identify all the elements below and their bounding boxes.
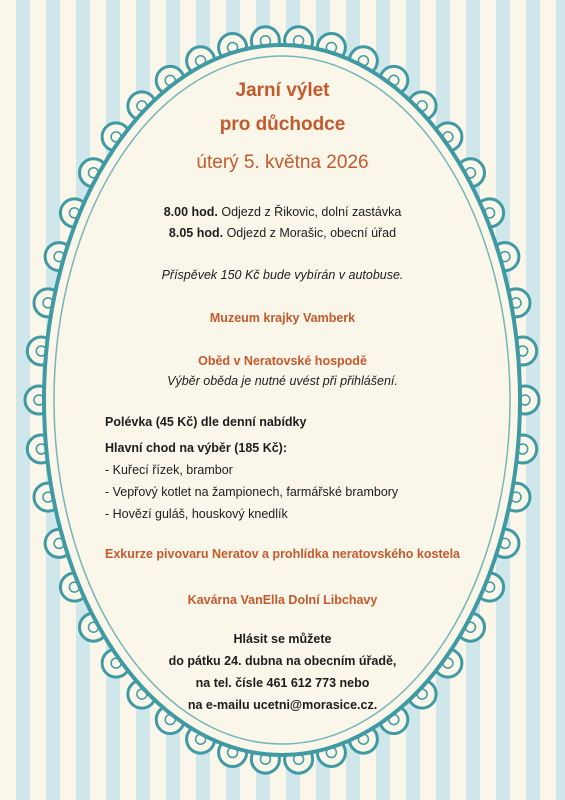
excursion-stop: Exkurze pivovaru Neratov a prohlídka neratovského kostela — [105, 547, 460, 561]
signup-line-2: do pátku 24. dubna na obecním úřadě, — [168, 654, 397, 668]
soup-line: Polévka (45 Kč) dle denní nabídky — [105, 415, 307, 429]
event-date: úterý 5. května 2026 — [196, 152, 369, 173]
signup-line-1: Hlásit se můžete — [233, 632, 332, 646]
fee-note: Příspěvek 150 Kč bude vybírán v autobuse. — [161, 268, 404, 282]
museum-stop: Muzeum krajky Vamberk — [209, 311, 356, 325]
signup-line-4: na e-mailu ucetni@morasice.cz. — [187, 698, 378, 712]
lunch-note: Výběr oběda je nutné uvést při přihlášení. — [167, 374, 398, 388]
main-course-title: Hlavní chod na výběr (185 Kč): — [105, 441, 288, 455]
departure-1 — [0, 205, 565, 219]
departure-1-text: Odjezd z Řikovic, dolní zastávka — [221, 205, 402, 219]
lunch-title: Oběd v Neratovské hospodě — [198, 354, 367, 368]
departure-2 — [0, 226, 565, 240]
main-option-3: - Hovězí guláš, houskový knedlík — [105, 507, 288, 521]
title-line-1: Jarní výlet — [235, 80, 330, 101]
cafe-stop: Kavárna VanElla Dolní Libchavy — [187, 593, 378, 607]
title-line-2: pro důchodce — [219, 114, 346, 135]
signup-line-3: na tel. čísle 461 612 773 nebo — [195, 676, 370, 690]
departure-2-time: 8.05 hod. — [168, 226, 224, 240]
departure-2-text: Odjezd z Morašic, obecní úřad — [226, 226, 397, 240]
main-option-1: - Kuřecí řízek, brambor — [105, 463, 233, 477]
departure-1-time: 8.00 hod. — [163, 205, 218, 219]
main-option-2: - Vepřový kotlet na žampionech, farmářské brambory — [105, 485, 399, 499]
